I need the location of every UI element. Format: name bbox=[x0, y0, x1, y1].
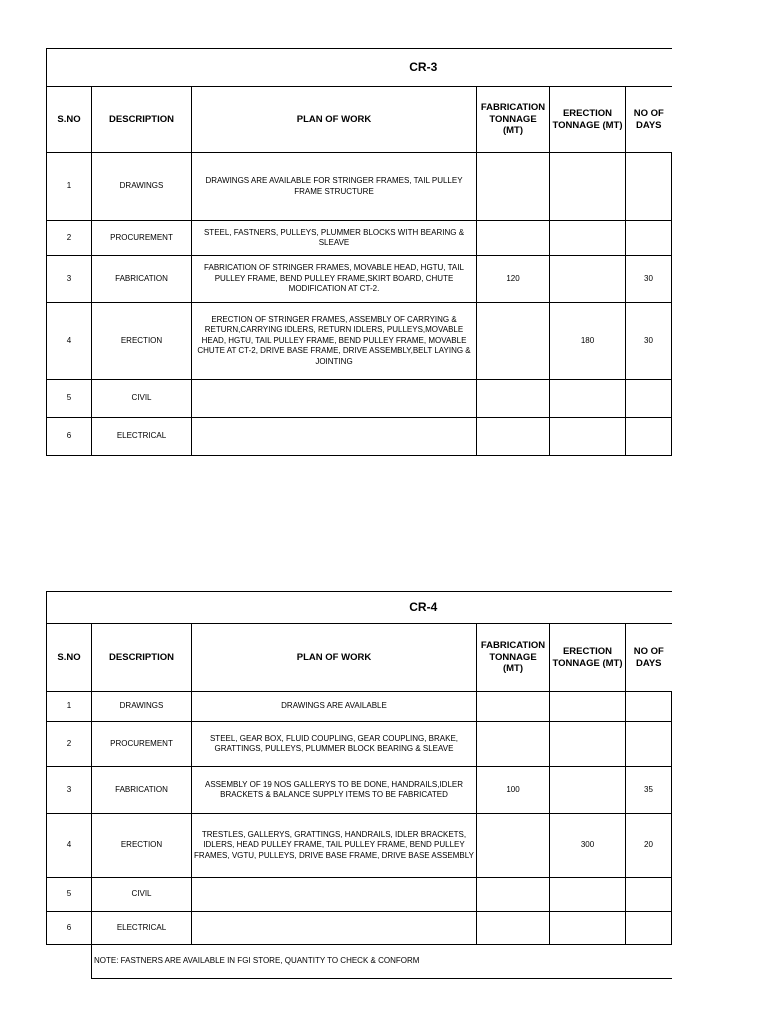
table-row bbox=[47, 767, 672, 814]
row-description: DRAWINGS bbox=[92, 153, 192, 221]
row-fabrication: 100 bbox=[477, 767, 550, 814]
row-fabrication bbox=[477, 153, 550, 221]
table-row bbox=[47, 878, 672, 912]
row-plan: ASSEMBLY OF 19 NOS GALLERYS TO BE DONE, HANDRAILS,IDLER BRACKETS & BALANCE SUPPLY ITEMS TO BE FABRICATED bbox=[192, 767, 477, 814]
cr4-header-row bbox=[47, 624, 672, 692]
header-erection-tonnage: ERECTION TONNAGE (MT) bbox=[550, 87, 626, 153]
header-sno: S.NO bbox=[47, 624, 92, 692]
row-days: 20 bbox=[626, 814, 672, 878]
note-text: NOTE: FASTNERS ARE AVAILABLE IN FGI STORE, QUANTITY TO CHECK & CONFORM bbox=[92, 945, 672, 979]
row-erection bbox=[550, 722, 626, 767]
cr3-title: CR-3 bbox=[47, 49, 672, 87]
row-sno: 1 bbox=[47, 692, 92, 722]
row-sno: 2 bbox=[47, 722, 92, 767]
row-plan: ERECTION OF STRINGER FRAMES, ASSEMBLY OF CARRYING & RETURN,CARRYING IDLERS, RETURN IDLERS, PULLEYS,MOVABLE HEAD, HGTU, TAIL PULLEY FRAME, BEND PULLEY FRAME, MOVABLE CHUTE AT CT-2, DRIVE BASE FRAME, DRIVE ASSEMBLY,BELT LAYING & JOINTING bbox=[192, 303, 477, 380]
cr4-title-row bbox=[47, 592, 672, 624]
row-erection bbox=[550, 692, 626, 722]
table-row bbox=[47, 221, 672, 256]
row-sno: 5 bbox=[47, 878, 92, 912]
row-description: CIVIL bbox=[92, 380, 192, 418]
table-row bbox=[47, 256, 672, 303]
row-sno: 6 bbox=[47, 912, 92, 945]
row-fabrication bbox=[477, 380, 550, 418]
row-sno: 2 bbox=[47, 221, 92, 256]
row-description: FABRICATION bbox=[92, 256, 192, 303]
row-days bbox=[626, 878, 672, 912]
row-days: 35 bbox=[626, 767, 672, 814]
row-sno: 4 bbox=[47, 303, 92, 380]
header-no-of-days: NO OF DAYS bbox=[626, 624, 672, 692]
row-fabrication: 120 bbox=[477, 256, 550, 303]
header-description: DESCRIPTION bbox=[92, 87, 192, 153]
note-spacer bbox=[47, 945, 92, 979]
row-erection bbox=[550, 380, 626, 418]
row-description: ERECTION bbox=[92, 303, 192, 380]
table-row bbox=[47, 692, 672, 722]
row-sno: 3 bbox=[47, 767, 92, 814]
row-plan: DRAWINGS ARE AVAILABLE bbox=[192, 692, 477, 722]
row-erection: 180 bbox=[550, 303, 626, 380]
row-plan: STEEL, FASTNERS, PULLEYS, PLUMMER BLOCKS WITH BEARING & SLEAVE bbox=[192, 221, 477, 256]
table-row bbox=[47, 380, 672, 418]
row-description: ELECTRICAL bbox=[92, 418, 192, 456]
row-fabrication bbox=[477, 692, 550, 722]
row-description: PROCUREMENT bbox=[92, 722, 192, 767]
header-fabrication-tonnage: FABRICATION TONNAGE (MT) bbox=[477, 624, 550, 692]
row-description: CIVIL bbox=[92, 878, 192, 912]
row-sno: 6 bbox=[47, 418, 92, 456]
row-erection bbox=[550, 153, 626, 221]
row-fabrication bbox=[477, 814, 550, 878]
row-plan: DRAWINGS ARE AVAILABLE FOR STRINGER FRAMES, TAIL PULLEY FRAME STRUCTURE bbox=[192, 153, 477, 221]
row-fabrication bbox=[477, 303, 550, 380]
table-row bbox=[47, 153, 672, 221]
row-plan: TRESTLES, GALLERYS, GRATTINGS, HANDRAILS, IDLER BRACKETS, IDLERS, HEAD PULLEY FRAME, TAIL PULLEY FRAME, BEND PULLEY FRAMES, VGTU, PULLEYS, DRIVE BASE FRAME, DRIVE BASE ASSEMBLY bbox=[192, 814, 477, 878]
note-row bbox=[47, 945, 672, 979]
header-sno: S.NO bbox=[47, 87, 92, 153]
row-days: 30 bbox=[626, 303, 672, 380]
row-erection bbox=[550, 418, 626, 456]
row-plan: FABRICATION OF STRINGER FRAMES, MOVABLE HEAD, HGTU, TAIL PULLEY FRAME, BEND PULLEY FRAME,SKIRT BOARD, CHUTE MODIFICATION AT CT-2. bbox=[192, 256, 477, 303]
cr3-table bbox=[46, 48, 672, 456]
header-erection-tonnage: ERECTION TONNAGE (MT) bbox=[550, 624, 626, 692]
row-description: DRAWINGS bbox=[92, 692, 192, 722]
row-erection bbox=[550, 256, 626, 303]
header-no-of-days: NO OF DAYS bbox=[626, 87, 672, 153]
row-fabrication bbox=[477, 221, 550, 256]
row-erection bbox=[550, 878, 626, 912]
row-fabrication bbox=[477, 878, 550, 912]
row-days bbox=[626, 380, 672, 418]
row-erection: 300 bbox=[550, 814, 626, 878]
cr4-title: CR-4 bbox=[47, 592, 672, 624]
cr3-title-row bbox=[47, 49, 672, 87]
table-row bbox=[47, 912, 672, 945]
row-description: ERECTION bbox=[92, 814, 192, 878]
row-sno: 4 bbox=[47, 814, 92, 878]
row-fabrication bbox=[477, 418, 550, 456]
table-row bbox=[47, 722, 672, 767]
row-fabrication bbox=[477, 912, 550, 945]
cr4-table bbox=[46, 591, 672, 979]
row-days bbox=[626, 722, 672, 767]
header-plan-of-work: PLAN OF WORK bbox=[192, 624, 477, 692]
row-erection bbox=[550, 221, 626, 256]
row-days bbox=[626, 692, 672, 722]
row-sno: 3 bbox=[47, 256, 92, 303]
row-description: PROCUREMENT bbox=[92, 221, 192, 256]
row-erection bbox=[550, 767, 626, 814]
table-row bbox=[47, 303, 672, 380]
row-erection bbox=[550, 912, 626, 945]
cr3-header-row bbox=[47, 87, 672, 153]
table-row bbox=[47, 418, 672, 456]
row-plan bbox=[192, 878, 477, 912]
row-days bbox=[626, 221, 672, 256]
row-sno: 1 bbox=[47, 153, 92, 221]
header-fabrication-tonnage: FABRICATION TONNAGE (MT) bbox=[477, 87, 550, 153]
row-days: 30 bbox=[626, 256, 672, 303]
row-description: FABRICATION bbox=[92, 767, 192, 814]
row-plan bbox=[192, 912, 477, 945]
row-plan bbox=[192, 418, 477, 456]
row-days bbox=[626, 153, 672, 221]
row-plan: STEEL, GEAR BOX, FLUID COUPLING, GEAR COUPLING, BRAKE, GRATTINGS, PULLEYS, PLUMMER BLOCK BEARING & SLEAVE bbox=[192, 722, 477, 767]
row-description: ELECTRICAL bbox=[92, 912, 192, 945]
row-days bbox=[626, 912, 672, 945]
row-sno: 5 bbox=[47, 380, 92, 418]
row-plan bbox=[192, 380, 477, 418]
row-days bbox=[626, 418, 672, 456]
header-description: DESCRIPTION bbox=[92, 624, 192, 692]
header-plan-of-work: PLAN OF WORK bbox=[192, 87, 477, 153]
table-row bbox=[47, 814, 672, 878]
row-fabrication bbox=[477, 722, 550, 767]
